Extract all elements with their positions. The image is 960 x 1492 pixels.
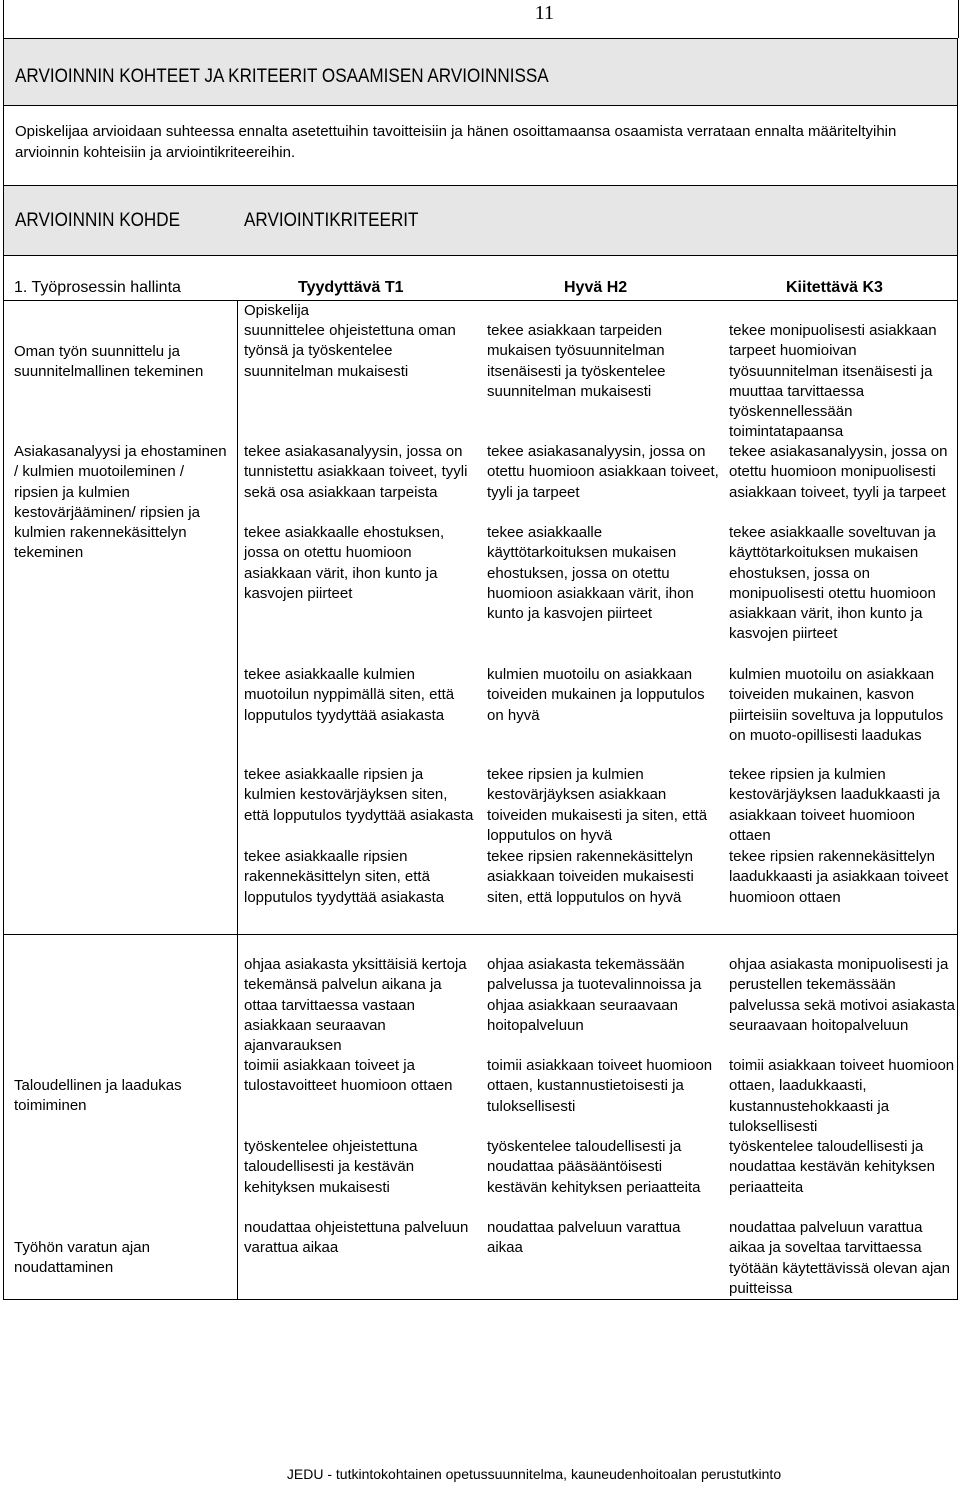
criteria-k3: tekee asiakkaalle soveltuvan ja käyttötarkoituksen mukaisen ehostuksen, jossa on monipuolisesti otettu huomioon asiakkaan värit, ihon kunto ja kasvojen piirteet bbox=[729, 524, 936, 643]
column-divider bbox=[237, 300, 238, 1300]
column-header-h2: Hyvä H2 bbox=[564, 279, 628, 296]
criteria-k3: kulmien muotoilu on asiakkaan toiveiden mukainen, kasvon piirteisiin soveltuva ja lopputulos on muoto-opillisesti laadukas bbox=[729, 666, 944, 744]
criteria-t1: tekee asiakkaalle ripsien ja kulmien kestovärjäyksen siten, että lopputulos tyydyttää asiakasta bbox=[244, 766, 474, 824]
criteria-k3: tekee ripsien ja kulmien kestovärjäyksen laadukkaasti ja asiakkaan toiveet huomioon ottaen bbox=[729, 766, 940, 844]
page-footer bbox=[0, 1466, 960, 1482]
criteria-h2: tekee ripsien ja kulmien kestovärjäyksen asiakkaan toiveiden mukaisesti ja siten, että lopputulos on hyvä bbox=[487, 766, 708, 844]
page-number: 11 bbox=[534, 2, 554, 24]
column-header-k3: Kiitettävä K3 bbox=[786, 279, 883, 296]
criteria-h2: tekee asiakkaan tarpeiden mukaisen työsuunnitelman itsenäisesti ja työskentelee suunnitelman mukaisesti bbox=[487, 322, 666, 400]
criteria-h2: kulmien muotoilu on asiakkaan toiveiden mukainen ja lopputulos on hyvä bbox=[487, 666, 705, 724]
criteria-h2: ohjaa asiakasta tekemässään palvelussa ja tuotevalinnoissa ja ohjaa asiakkaan seuraavaan hoitopalveluun bbox=[487, 956, 702, 1034]
section-title: ARVIOINNIN KOHTEET JA KRITEERIT OSAAMISEN ARVIOINNISSA bbox=[15, 66, 549, 87]
divider bbox=[3, 185, 958, 186]
criteria-h2: noudattaa palveluun varattua aikaa bbox=[487, 1219, 681, 1257]
row-divider bbox=[3, 934, 958, 935]
page-margin-line-right bbox=[958, 0, 959, 38]
subject-label: Opiskelija bbox=[244, 302, 310, 319]
row-label-time: Työhön varatun ajan noudattaminen bbox=[14, 1239, 150, 1277]
criteria-t1: ohjaa asiakasta yksittäisiä kertoja tekemänsä palvelun aikana ja ottaa tarvittaessa vastaan asiakkaan seuraavan ajanvarauksen bbox=[244, 956, 467, 1055]
criteria-k3: tekee monipuolisesti asiakkaan tarpeet huomioivan työsuunnitelman itsenäisesti ja muuttaa tarvittaessa työskennellessään toimintatapaansa bbox=[729, 322, 937, 441]
column-header-t1: Tyydyttävä T1 bbox=[298, 279, 404, 296]
row-label-planning: Oman työn suunnittelu ja suunnitelmallinen tekeminen bbox=[14, 343, 204, 381]
intro-paragraph: Opiskelijaa arvioidaan suhteessa ennalta asetettuihin tavoitteisiin ja hänen osoittamaansa osaamista verrataan ennalta määriteltyihin arvioinnin kohteisiin ja arviointikriteereihin. bbox=[15, 123, 897, 161]
criteria-h2: toimii asiakkaan toiveet huomioon ottaen, kustannustietoisesti ja tuloksellisesti bbox=[487, 1057, 713, 1115]
footer-text: JEDU - tutkintokohtainen opetussuunnitelma, kauneudenhoitoalan perustutkinto bbox=[286, 1466, 782, 1482]
criteria-h2: tekee ripsien rakennekäsittelyn asiakkaan toiveiden mukaisesti siten, että lopputulos on hyvä bbox=[487, 848, 694, 906]
criteria-h2: tekee asiakkaalle käyttötarkoituksen mukaisen ehostuksen, jossa on otettu huomioon asiakkaan värit, ihon kunto ja kasvojen piirteet bbox=[487, 524, 694, 623]
criteria-t1: työskentelee ohjeistettuna taloudellisesti ja kestävän kehityksen mukaisesti bbox=[244, 1138, 418, 1196]
criteria-k3: noudattaa palveluun varattua aikaa ja soveltaa tarvittaessa työtään käytettävissä olevan ajan puitteissa bbox=[729, 1219, 950, 1297]
criteria-t1: tekee asiakkaalle ripsien rakennekäsittelyn siten, että lopputulos tyydyttää asiakasta bbox=[244, 848, 445, 906]
criteria-t1: suunnittelee ohjeistettuna oman työnsä ja työskentelee suunnitelman mukaisesti bbox=[244, 322, 456, 380]
header-row-divider bbox=[3, 300, 958, 301]
criteria-t1: tekee asiakkaalle kulmien muotoilun nyppimällä siten, että lopputulos tyydyttää asiakasta bbox=[244, 666, 455, 724]
criteria-h2: työskentelee taloudellisesti ja noudattaa pääsääntöisesti kestävän kehityksen periaatteita bbox=[487, 1138, 701, 1196]
divider bbox=[3, 105, 958, 106]
criteria-h2: tekee asiakasanalyysin, jossa on otettu huomioon asiakkaan toiveet, tyyli ja tarpeet bbox=[487, 443, 719, 501]
criteria-t1: tekee asiakkaalle ehostuksen, jossa on otettu huomioon asiakkaan värit, ihon kunto ja kasvojen piirteet bbox=[244, 524, 445, 602]
criteria-k3: tekee asiakasanalyysin, jossa on otettu huomioon monipuolisesti asiakkaan toiveet, tyyli ja tarpeet bbox=[729, 443, 948, 501]
page-margin-line-left bbox=[3, 0, 4, 38]
criteria-k3: toimii asiakkaan toiveet huomioon ottaen, laadukkaasti, kustannustehokkaasti ja tuloksellisesti bbox=[729, 1057, 955, 1135]
row-label-economy: Taloudellinen ja laadukas toimiminen bbox=[14, 1077, 182, 1115]
criteria-k3: työskentelee taloudellisesti ja noudattaa kestävän kehityksen periaatteita bbox=[729, 1138, 935, 1196]
section-heading: 1. Työprosessin hallinta bbox=[14, 279, 181, 296]
row-label-treatments: Asiakasanalyysi ja ehostaminen / kulmien muotoileminen / ripsien ja kulmien kestovärjääminen/ ripsien ja kulmien rakennekäsittelyn tekeminen bbox=[14, 443, 227, 562]
criteria-k3: ohjaa asiakasta monipuolisesti ja perustellen tekemässään palvelussa sekä motivoi asiakasta seuraavaan hoitopalveluun bbox=[729, 956, 955, 1034]
divider bbox=[3, 255, 958, 256]
header-assessment-criteria: ARVIOINTIKRITEERIT bbox=[244, 210, 419, 231]
header-assessment-object: ARVIOINNIN KOHDE bbox=[15, 210, 181, 231]
criteria-k3: tekee ripsien rakennekäsittelyn laadukkaasti ja asiakkaan toiveet huomioon ottaen bbox=[729, 848, 949, 906]
criteria-t1: toimii asiakkaan toiveet ja tulostavoitteet huomioon ottaen bbox=[244, 1057, 453, 1095]
criteria-t1: noudattaa ohjeistettuna palveluun varattua aikaa bbox=[244, 1219, 469, 1257]
criteria-t1: tekee asiakasanalyysin, jossa on tunnistettu asiakkaan toiveet, tyyli sekä osa asiakkaan tarpeista bbox=[244, 443, 468, 501]
